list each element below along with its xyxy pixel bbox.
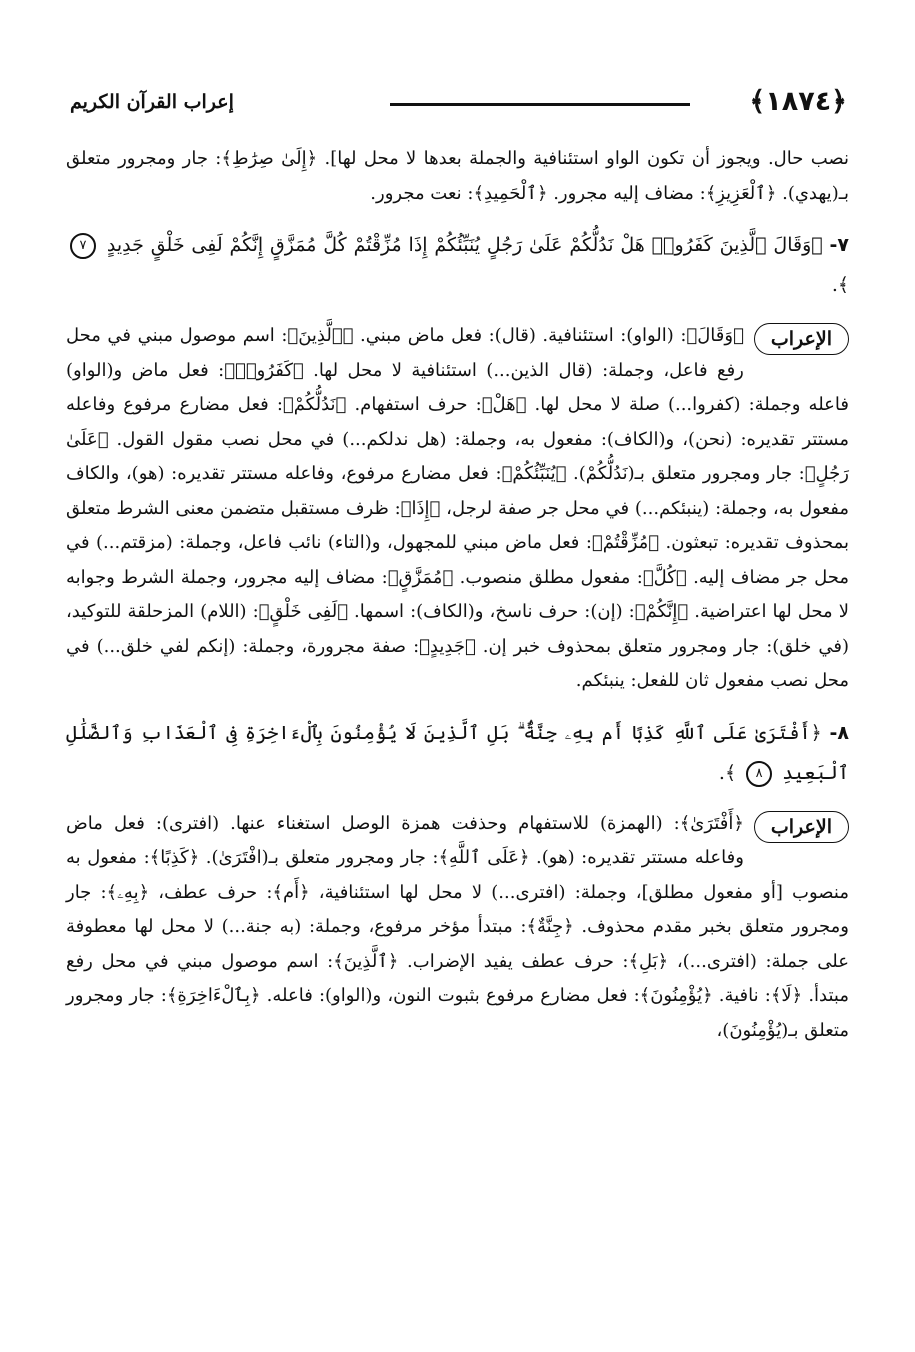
irab-label: الإعراب xyxy=(754,811,849,843)
irab-label: الإعراب xyxy=(754,323,849,355)
header-rule xyxy=(390,103,690,106)
verse-number: ٨- xyxy=(829,721,849,744)
page-header xyxy=(60,78,855,128)
irab-paragraph-1 xyxy=(66,319,849,699)
spacer xyxy=(66,305,849,319)
verse-7 xyxy=(66,225,849,305)
spacer xyxy=(66,699,849,713)
irab-text: ﴿وَقَالَ﴾: (الواو): استئنافية. (قال): فعل ماض مبني. ﴿ٱلَّذِينَ﴾: اسم موصول مبني في محل رفع فاعل، وجملة: (قال الذين...) استئنافية لا محل لها. ﴿كَفَرُوا۟﴾: فعل ماض و(الواو) فاعله وجملة: (كفروا...) صلة لا محل لها. ﴿هَلْ﴾: حرف استفهام. ﴿نَدُلُّكُمْ﴾: فعل مضارع مرفوع وفاعله مستتر تقديره: (نحن)، و(الكاف): مفعول به، وجملة: (هل ندلكم...) في محل نصب مقول القول. ﴿عَلَىٰ رَجُلٍ﴾: جار ومجرور متعلق بـ(نَدُلُّكُمْ). ﴿يُنَبِّئُكُمْ﴾: فعل مضارع مرفوع، وفاعله مستتر تقديره: (هو)، والكاف مفعول به، وجملة: (ينبئكم...) في محل جر صفة لرجل، ﴿إِذَا﴾: ظرف مستقبل متضمن معنى الشرط متعلق بمحذوف تقديره: تبعثون. ﴿مُزِّقْتُمْ﴾: فعل ماض مبني للمجهول، و(التاء) نائب فاعل، وجملة: (مزقتم...) في محل جر مضاف إليه. ﴿كُلَّ﴾: مفعول مطلق منصوب. ﴿مُمَزَّقٍ﴾: مضاف إليه مجرور، وجملة الشرط وجوابه لا محل لها اعتراضية. ﴿إِنَّكُمْ﴾: (إن): حرف ناسخ، و(الكاف): اسمها. ﴿لَفِى خَلْقٍ﴾: (اللام) المزحلقة للتوكيد، (في خلق): جار ومجرور متعلق بمحذوف خبر إن. ﴿جَدِيدٍ﴾: صفة مجرورة، وجملة: (إنكم لفي خلق...) في محل نصب مفعول ثان للفعل: ينبئكم. xyxy=(66,325,849,691)
verse-close: ﴾. xyxy=(718,761,737,784)
page-number: ﴿١٨٧٤﴾ xyxy=(749,86,847,117)
spacer xyxy=(66,211,849,225)
page-body xyxy=(66,142,849,1048)
paragraph-continuation: نصب حال. ويجوز أن تكون الواو استئنافية والجملة بعدها لا محل لها]. ﴿إِلَىٰ صِرَٰطِ﴾: جار ومجرور متعلق بـ(يهدي). ﴿ٱلْعَزِيزِ﴾: مضاف إليه مجرور. ﴿ٱلْحَمِيدِ﴾: نعت مجرور. xyxy=(66,148,849,204)
ayah-end-marker: ٨ xyxy=(746,761,772,787)
verse-text: ﴿وَقَالَ ٱلَّذِينَ كَفَرُوا۟ هَلْ نَدُلُّكُمْ عَلَىٰ رَجُلٍ يُنَبِّئُكُمْ إِذَا مُزِّقْتُمْ كُلَّ مُمَزَّقٍ إِنَّكُمْ لَفِى خَلْقٍ جَدِيدٍ xyxy=(106,234,823,256)
verse-text: ﴿أَفْتَرَىٰ عَلَى ٱللَّهِ كَذِبًا أَم بِهِۦ جِنَّةٌۢ ۗ بَلِ ٱلَّذِينَ لَا يُؤْمِنُونَ بِٱلْءَاخِرَةِ فِى ٱلْعَذَابِ وَٱلضَّلَٰلِ ٱلْبَعِيدِ xyxy=(66,721,849,784)
spacer xyxy=(66,793,849,807)
irab-text: ﴿أَفْتَرَىٰ﴾: (الهمزة) للاستفهام وحذفت همزة الوصل استغناء عنها. (افترى): فعل ماض وفاعله مستتر تقديره: (هو). ﴿عَلَى ٱللَّهِ﴾: جار ومجرور متعلق بـ(افْتَرَىٰ). ﴿كَذِبًا﴾: مفعول به منصوب [أو مفعول مطلق]، وجملة: (افترى...) لا محل لها استئنافية، ﴿أَم﴾: حرف عطف، ﴿بِهِۦ﴾: جار ومجرور متعلق بخبر مقدم محذوف. ﴿جِنَّةٌ﴾: مبتدأ مؤخر مرفوع، وجملة: (به جنة...) لا محل لها معطوفة على جملة: (افترى...)، ﴿بَلِ﴾: حرف عطف يفيد الإضراب. ﴿ٱلَّذِينَ﴾: اسم موصول مبني في محل رفع مبتدأ. ﴿لَا﴾: نافية. ﴿يُؤْمِنُونَ﴾: فعل مضارع مرفوع بثبوت النون، و(الواو): فاعله. ﴿بِٱلْءَاخِرَةِ﴾: جار ومجرور متعلق بـ(يُؤْمِنُونَ)، xyxy=(66,812,849,1041)
verse-number: ٧- xyxy=(829,234,850,256)
book-title: إعراب القرآن الكريم xyxy=(70,91,234,113)
verse-close: ﴾. xyxy=(831,274,849,296)
irab-paragraph-2 xyxy=(66,807,849,1049)
verse-8 xyxy=(66,713,849,793)
ayah-end-marker: ٧ xyxy=(70,233,96,259)
